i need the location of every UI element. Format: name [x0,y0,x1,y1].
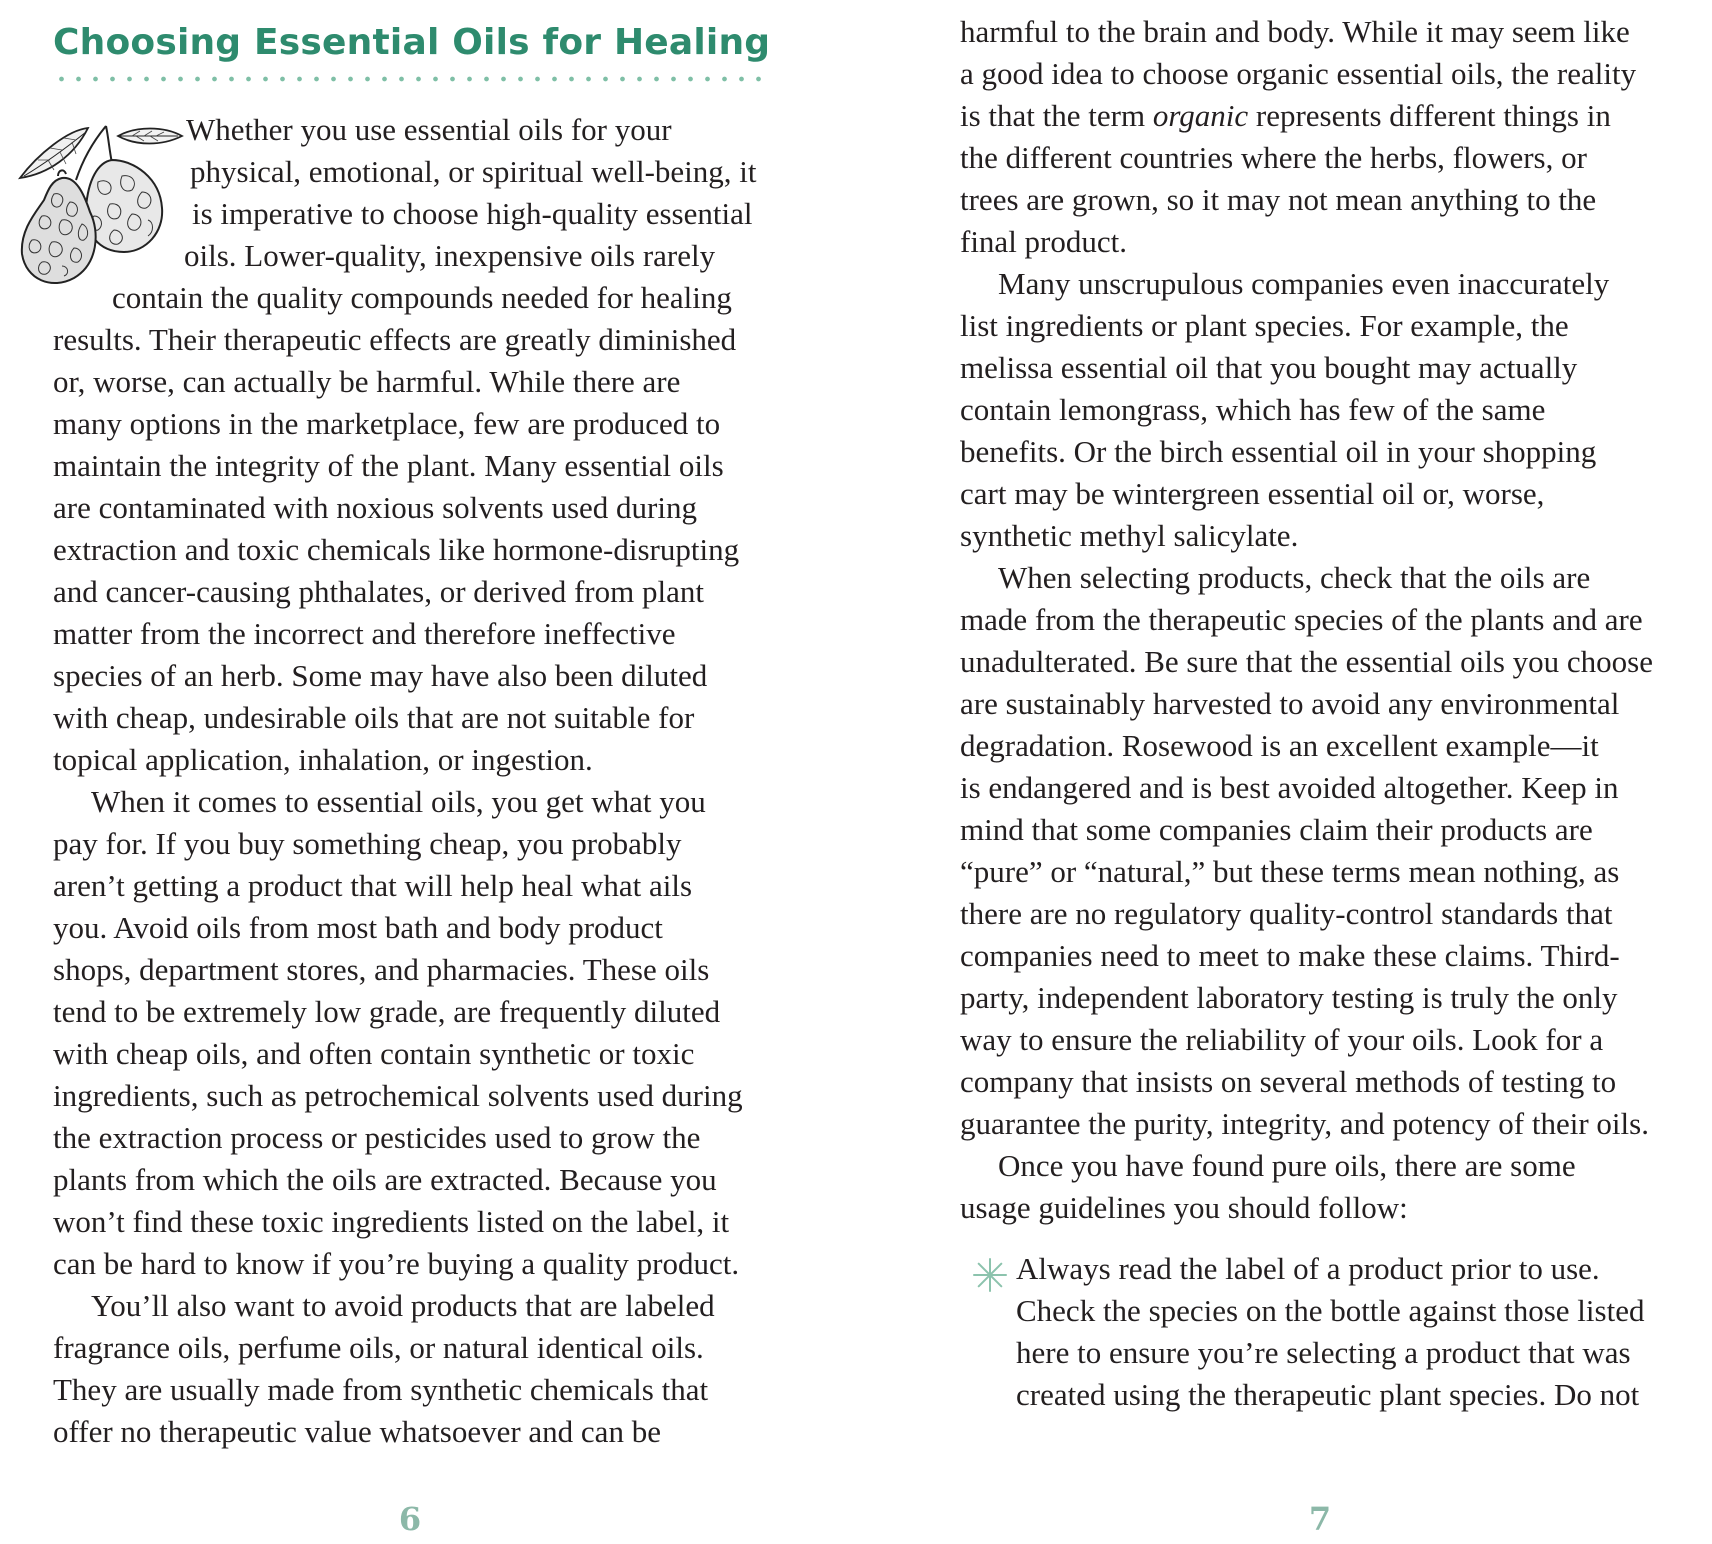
text-line: Many unscrupulous companies even inaccurately [998,266,1610,301]
text-line: matter from the incorrect and therefore ineffective [53,616,676,651]
text-line: melissa essential oil that you bought may actually [960,350,1578,385]
text-line: many options in the marketplace, few are produced to [53,406,721,441]
text-line: there are no regulatory quality-control standards that [960,896,1613,931]
text-line: species of an herb. Some may have also been diluted [53,658,708,693]
text-line: “pure” or “natural,” but these terms mean nothing, as [960,854,1620,889]
text-line: pay for. If you buy something cheap, you probably [53,826,682,861]
text-line: oils. Lower-quality, inexpensive oils rarely [184,238,716,273]
text-line: degradation. Rosewood is an excellent example—it [960,728,1599,763]
text-line: physical, emotional, or spiritual well-being, it [190,154,757,189]
text-line: with cheap oils, and often contain synthetic or toxic [53,1036,695,1071]
text-line: won’t find these toxic ingredients listed on the label, it [53,1204,730,1239]
text-line: way to ensure the reliability of your oils. Look for a [960,1022,1604,1057]
text-line: are sustainably harvested to avoid any environmental [960,686,1620,721]
text-line: When selecting products, check that the oils are [998,560,1591,595]
text-line: the different countries where the herbs, flowers, or [960,140,1587,175]
section-heading: Choosing Essential Oils for Healing [53,22,771,63]
text-line: results. Their therapeutic effects are greatly diminished [53,322,737,357]
text-line: shops, department stores, and pharmacies. These oils [53,952,710,987]
text-line: here to ensure you’re selecting a product that was [1016,1335,1631,1370]
text-line: cart may be wintergreen essential oil or, worse, [960,476,1545,511]
text-line: ingredients, such as petrochemical solvents used during [53,1078,743,1113]
text-line: extraction and toxic chemicals like hormone-disrupting [53,532,740,567]
text-line: offer no therapeutic value whatsoever and can be [53,1414,661,1449]
text-line: a good idea to choose organic essential oils, the reality [960,56,1637,91]
page-number: 7 [1308,1500,1332,1538]
text-line: synthetic methyl salicylate. [960,518,1299,553]
text-line: benefits. Or the birch essential oil in your shopping [960,434,1597,469]
text-line: trees are grown, so it may not mean anything to the [960,182,1597,217]
text-line: and cancer-causing phthalates, or derived from plant [53,574,704,609]
text-line: or, worse, can actually be harmful. While there are [53,364,681,399]
text-line: topical application, inhalation, or ingestion. [53,742,593,777]
text-line: plants from which the oils are extracted. Because you [53,1162,717,1197]
text-line: is imperative to choose high-quality essential [192,196,753,231]
text-line: Once you have found pure oils, there are some [998,1148,1576,1183]
text-line: contain the quality compounds needed for healing [112,280,732,315]
text-line: can be hard to know if you’re buying a quality product. [53,1246,740,1281]
text-segment: is that the term [960,98,1146,133]
text-segment: represents different things in [1255,98,1611,133]
dotted-divider [53,74,768,84]
text-line: is endangered and is best avoided altogether. Keep in [960,770,1619,805]
text-line [960,95,1611,137]
text-line: usage guidelines you should follow: [960,1190,1408,1225]
text-line: you. Avoid oils from most bath and body product [53,910,663,945]
text-line: You’ll also want to avoid products that are labeled [91,1288,715,1323]
text-line: created using the therapeutic plant species. Do not [1016,1377,1640,1412]
asterisk-bullet-icon [972,1257,1008,1293]
text-line: are contaminated with noxious solvents used during [53,490,697,525]
page-number: 6 [398,1500,422,1538]
text-line: companies need to meet to make these claims. Third- [960,938,1620,973]
text-line: harmful to the brain and body. While it may seem like [960,14,1630,49]
text-line: tend to be extremely low grade, are frequently diluted [53,994,721,1029]
text-line: Check the species on the bottle against those listed [1016,1293,1645,1328]
text-line: guarantee the purity, integrity, and potency of their oils. [960,1106,1649,1141]
text-line: made from the therapeutic species of the plants and are [960,602,1643,637]
text-line: aren’t getting a product that will help heal what ails [53,868,693,903]
text-line: final product. [960,224,1128,259]
italic-term: organic [1152,98,1249,133]
bergamot-fruit-illustration [14,120,184,292]
text-line: When it comes to essential oils, you get what you [91,784,706,819]
text-line: unadulterated. Be sure that the essential oils you choose [960,644,1654,679]
text-line: list ingredients or plant species. For example, the [960,308,1569,343]
text-line: company that insists on several methods of testing to [960,1064,1617,1099]
text-line: contain lemongrass, which has few of the same [960,392,1546,427]
text-line: fragrance oils, perfume oils, or natural identical oils. [53,1330,704,1365]
text-line: party, independent laboratory testing is truly the only [960,980,1618,1015]
text-line: mind that some companies claim their products are [960,812,1593,847]
text-line: with cheap, undesirable oils that are not suitable for [53,700,695,735]
text-line: They are usually made from synthetic chemicals that [53,1372,709,1407]
text-line: the extraction process or pesticides used to grow the [53,1120,701,1155]
text-line: Whether you use essential oils for your [186,112,672,147]
text-line: Always read the label of a product prior to use. [1016,1251,1600,1286]
text-line: maintain the integrity of the plant. Many essential oils [53,448,724,483]
